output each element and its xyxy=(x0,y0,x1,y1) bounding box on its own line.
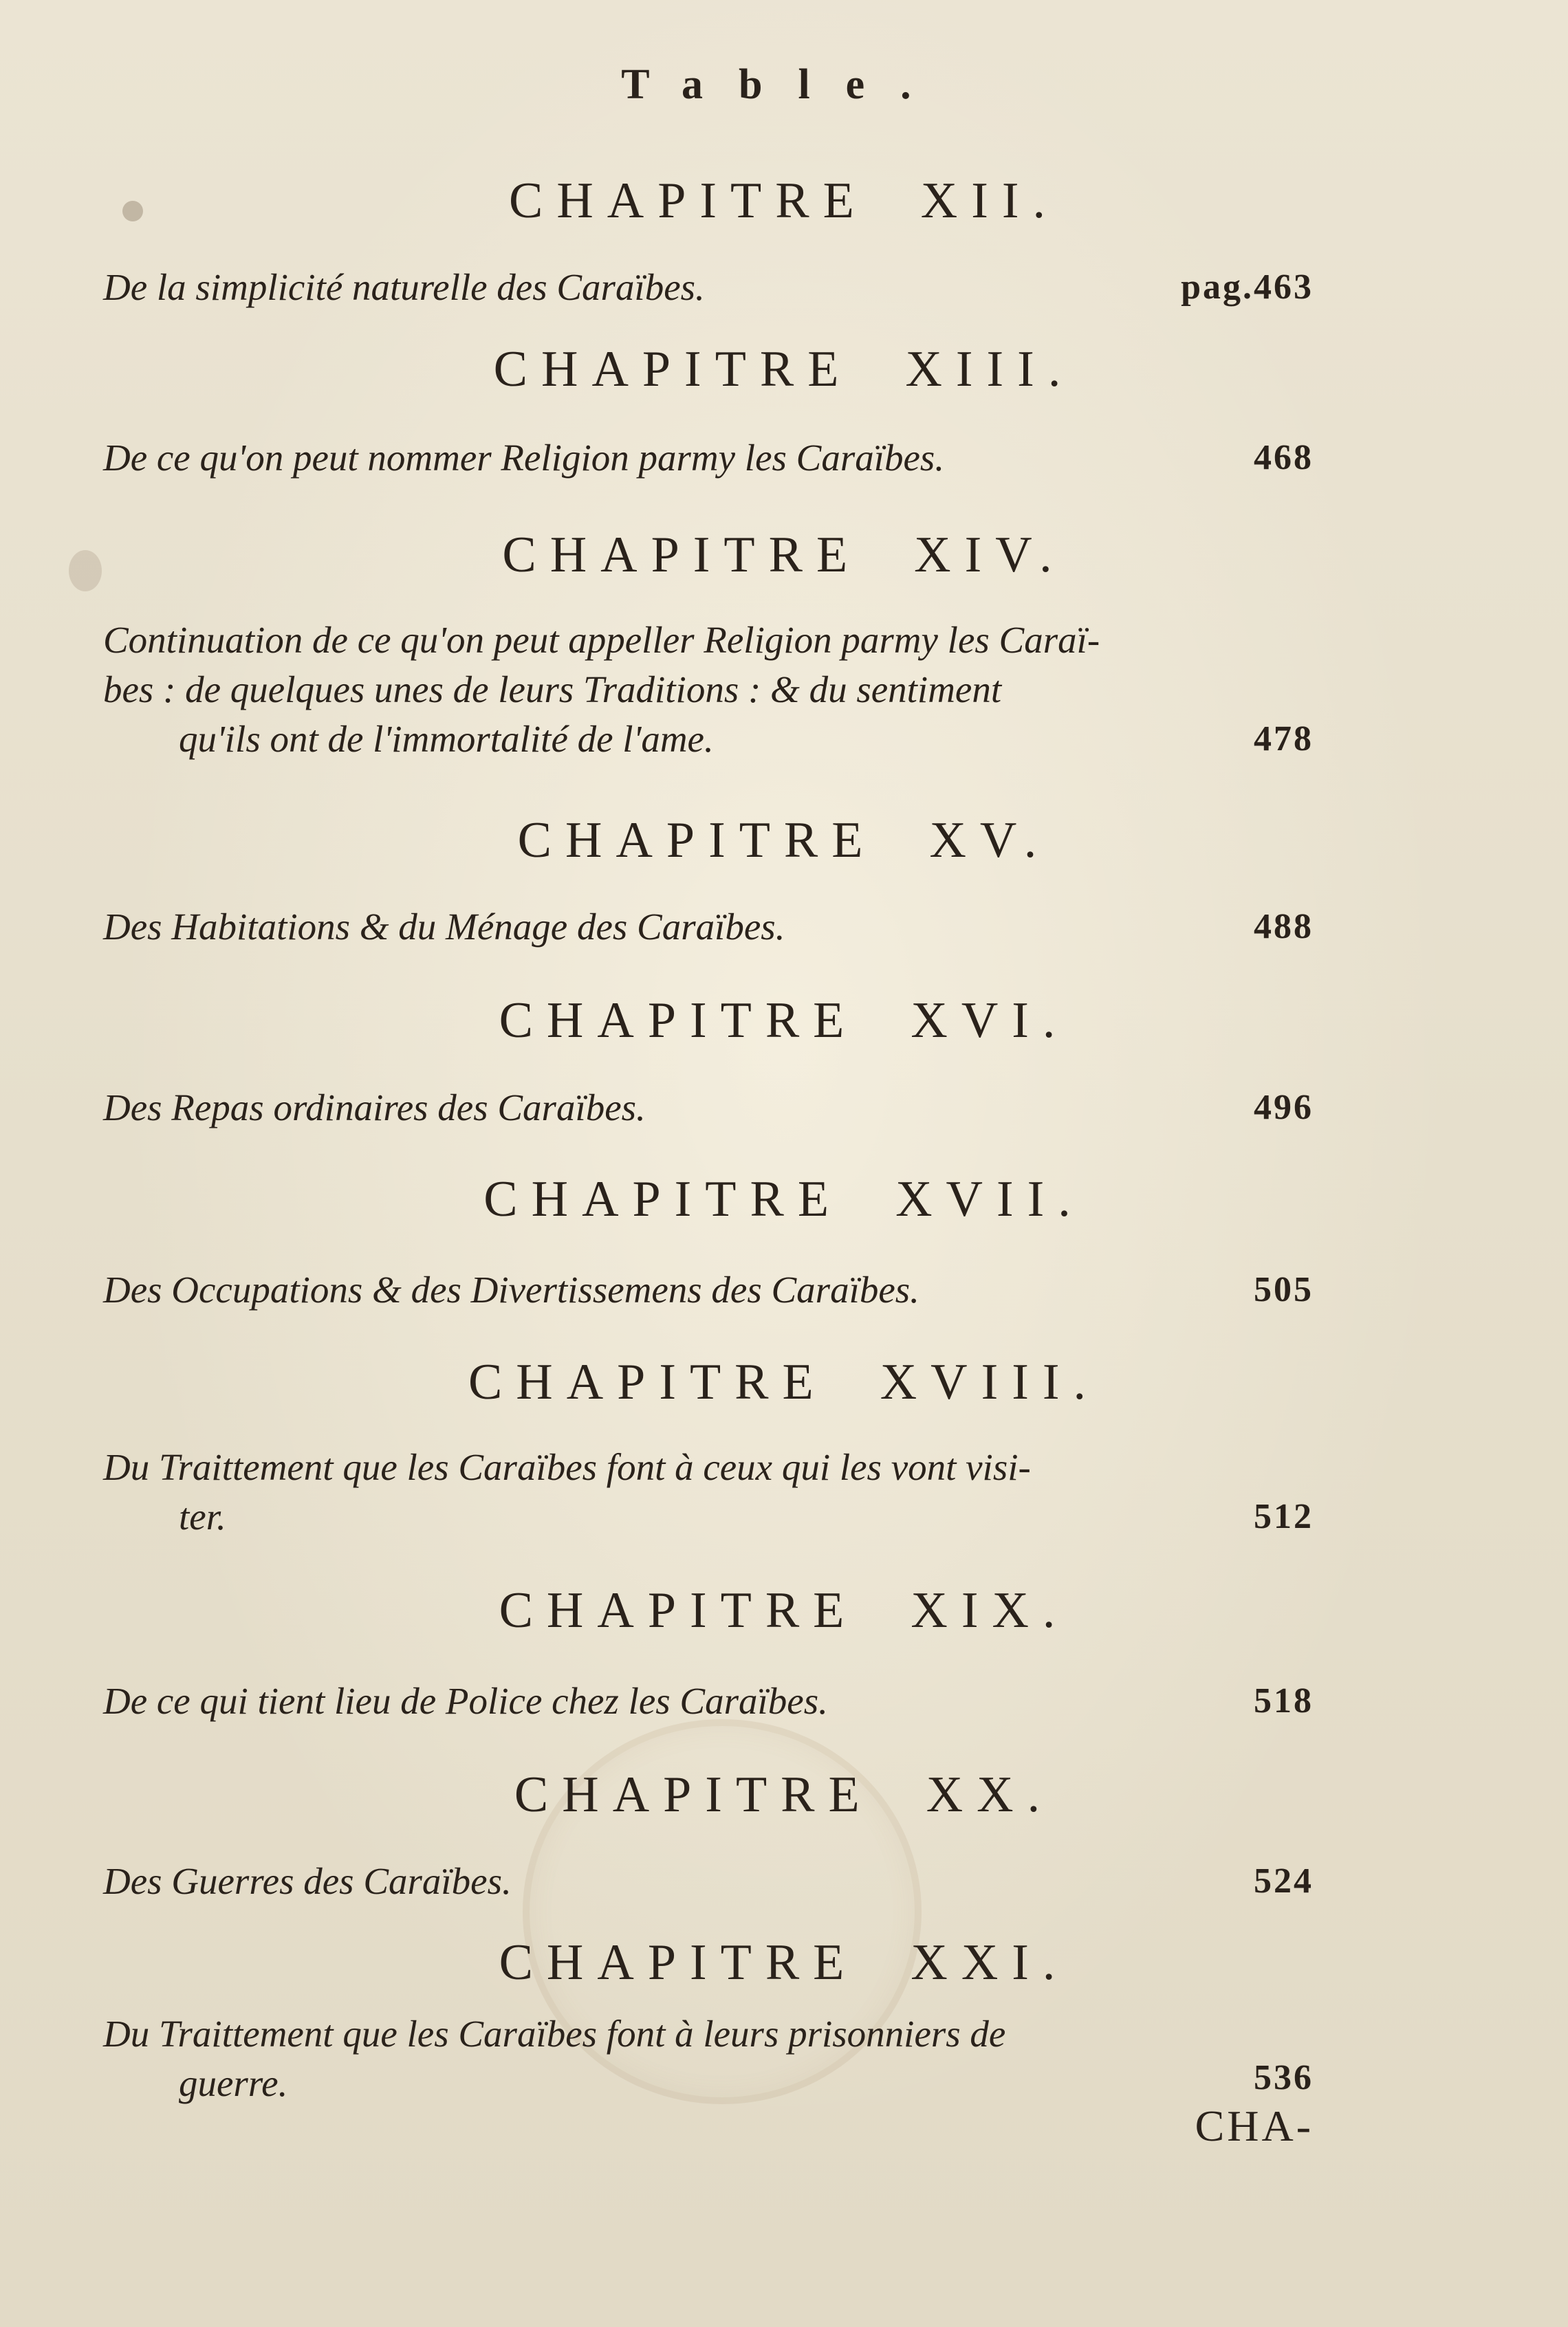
entry-title-line: De la simplicité naturelle des Caraïbes. xyxy=(103,266,705,308)
entry-title-line: qu'ils ont de l'immortalité de l'ame. xyxy=(179,718,714,760)
chapter-heading: CHAPITRE XVI. xyxy=(499,992,1069,1049)
entry-title-line: Des Repas ordinaires des Caraïbes. xyxy=(103,1086,646,1128)
entry-title-line: Des Occupations & des Divertissemens des Caraïbes. xyxy=(103,1269,919,1311)
toc-entry xyxy=(103,1857,1314,1906)
toc-entry xyxy=(103,1443,1314,1542)
toc-entry xyxy=(103,2009,1314,2108)
page-number: 518 xyxy=(1254,1681,1314,1720)
chapter-heading: CHAPITRE XVII. xyxy=(483,1171,1085,1227)
page-number: 512 xyxy=(1254,1497,1314,1536)
page-number: 536 xyxy=(1254,2058,1314,2097)
toc-entry xyxy=(103,433,1314,483)
entry-title-line: Continuation de ce qu'on peut appeller Religion parmy les Caraï- xyxy=(103,619,1100,661)
page-number: 496 xyxy=(1254,1088,1314,1127)
entry-title-line: guerre. xyxy=(179,2062,288,2104)
toc-entry xyxy=(103,1083,1314,1133)
page-number: 478 xyxy=(1254,719,1314,758)
entry-title-line: De ce qu'on peut nommer Religion parmy les Caraïbes. xyxy=(103,437,945,479)
toc-entry xyxy=(103,1265,1314,1315)
chapter-heading: CHAPITRE XX. xyxy=(514,1767,1054,1823)
page-number: 468 xyxy=(1254,438,1314,477)
chapter-heading: CHAPITRE XIX. xyxy=(499,1582,1069,1639)
chapter-heading: CHAPITRE XIII. xyxy=(493,341,1075,397)
entry-title-line: Du Traittement que les Caraïbes font à leurs prisonniers de xyxy=(103,2013,1006,2055)
entry-title-line: De ce qui tient lieu de Police chez les Caraïbes. xyxy=(103,1680,828,1722)
toc-entry xyxy=(103,902,1314,952)
chapter-heading: CHAPITRE XII. xyxy=(508,173,1060,229)
chapter-heading: CHAPITRE XXI. xyxy=(499,1934,1069,1991)
entry-title-line: ter. xyxy=(179,1496,226,1538)
entry-title-line: Des Guerres des Caraïbes. xyxy=(103,1860,512,1902)
toc-entry xyxy=(103,1676,1314,1726)
chapter-heading: CHAPITRE XIV. xyxy=(502,527,1066,583)
page-number: 505 xyxy=(1254,1270,1314,1309)
entry-title-line: Des Habitations & du Ménage des Caraïbes. xyxy=(103,906,785,948)
chapter-heading: CHAPITRE XVIII. xyxy=(468,1354,1100,1410)
page-number: 488 xyxy=(1254,907,1314,946)
entry-title-line: Du Traittement que les Caraïbes font à ceux qui les vont visi- xyxy=(103,1446,1031,1488)
catchword: CHA- xyxy=(1195,2101,1314,2150)
page-number: 524 xyxy=(1254,1861,1314,1901)
entry-title-line: bes : de quelques unes de leurs Traditions : & du sentiment xyxy=(103,668,1002,710)
toc-entry xyxy=(103,263,1314,312)
page-number: pag.463 xyxy=(1181,267,1314,307)
toc-entry xyxy=(103,615,1314,764)
running-head: Table. xyxy=(621,61,947,108)
chapter-heading: CHAPITRE XV. xyxy=(517,812,1051,868)
